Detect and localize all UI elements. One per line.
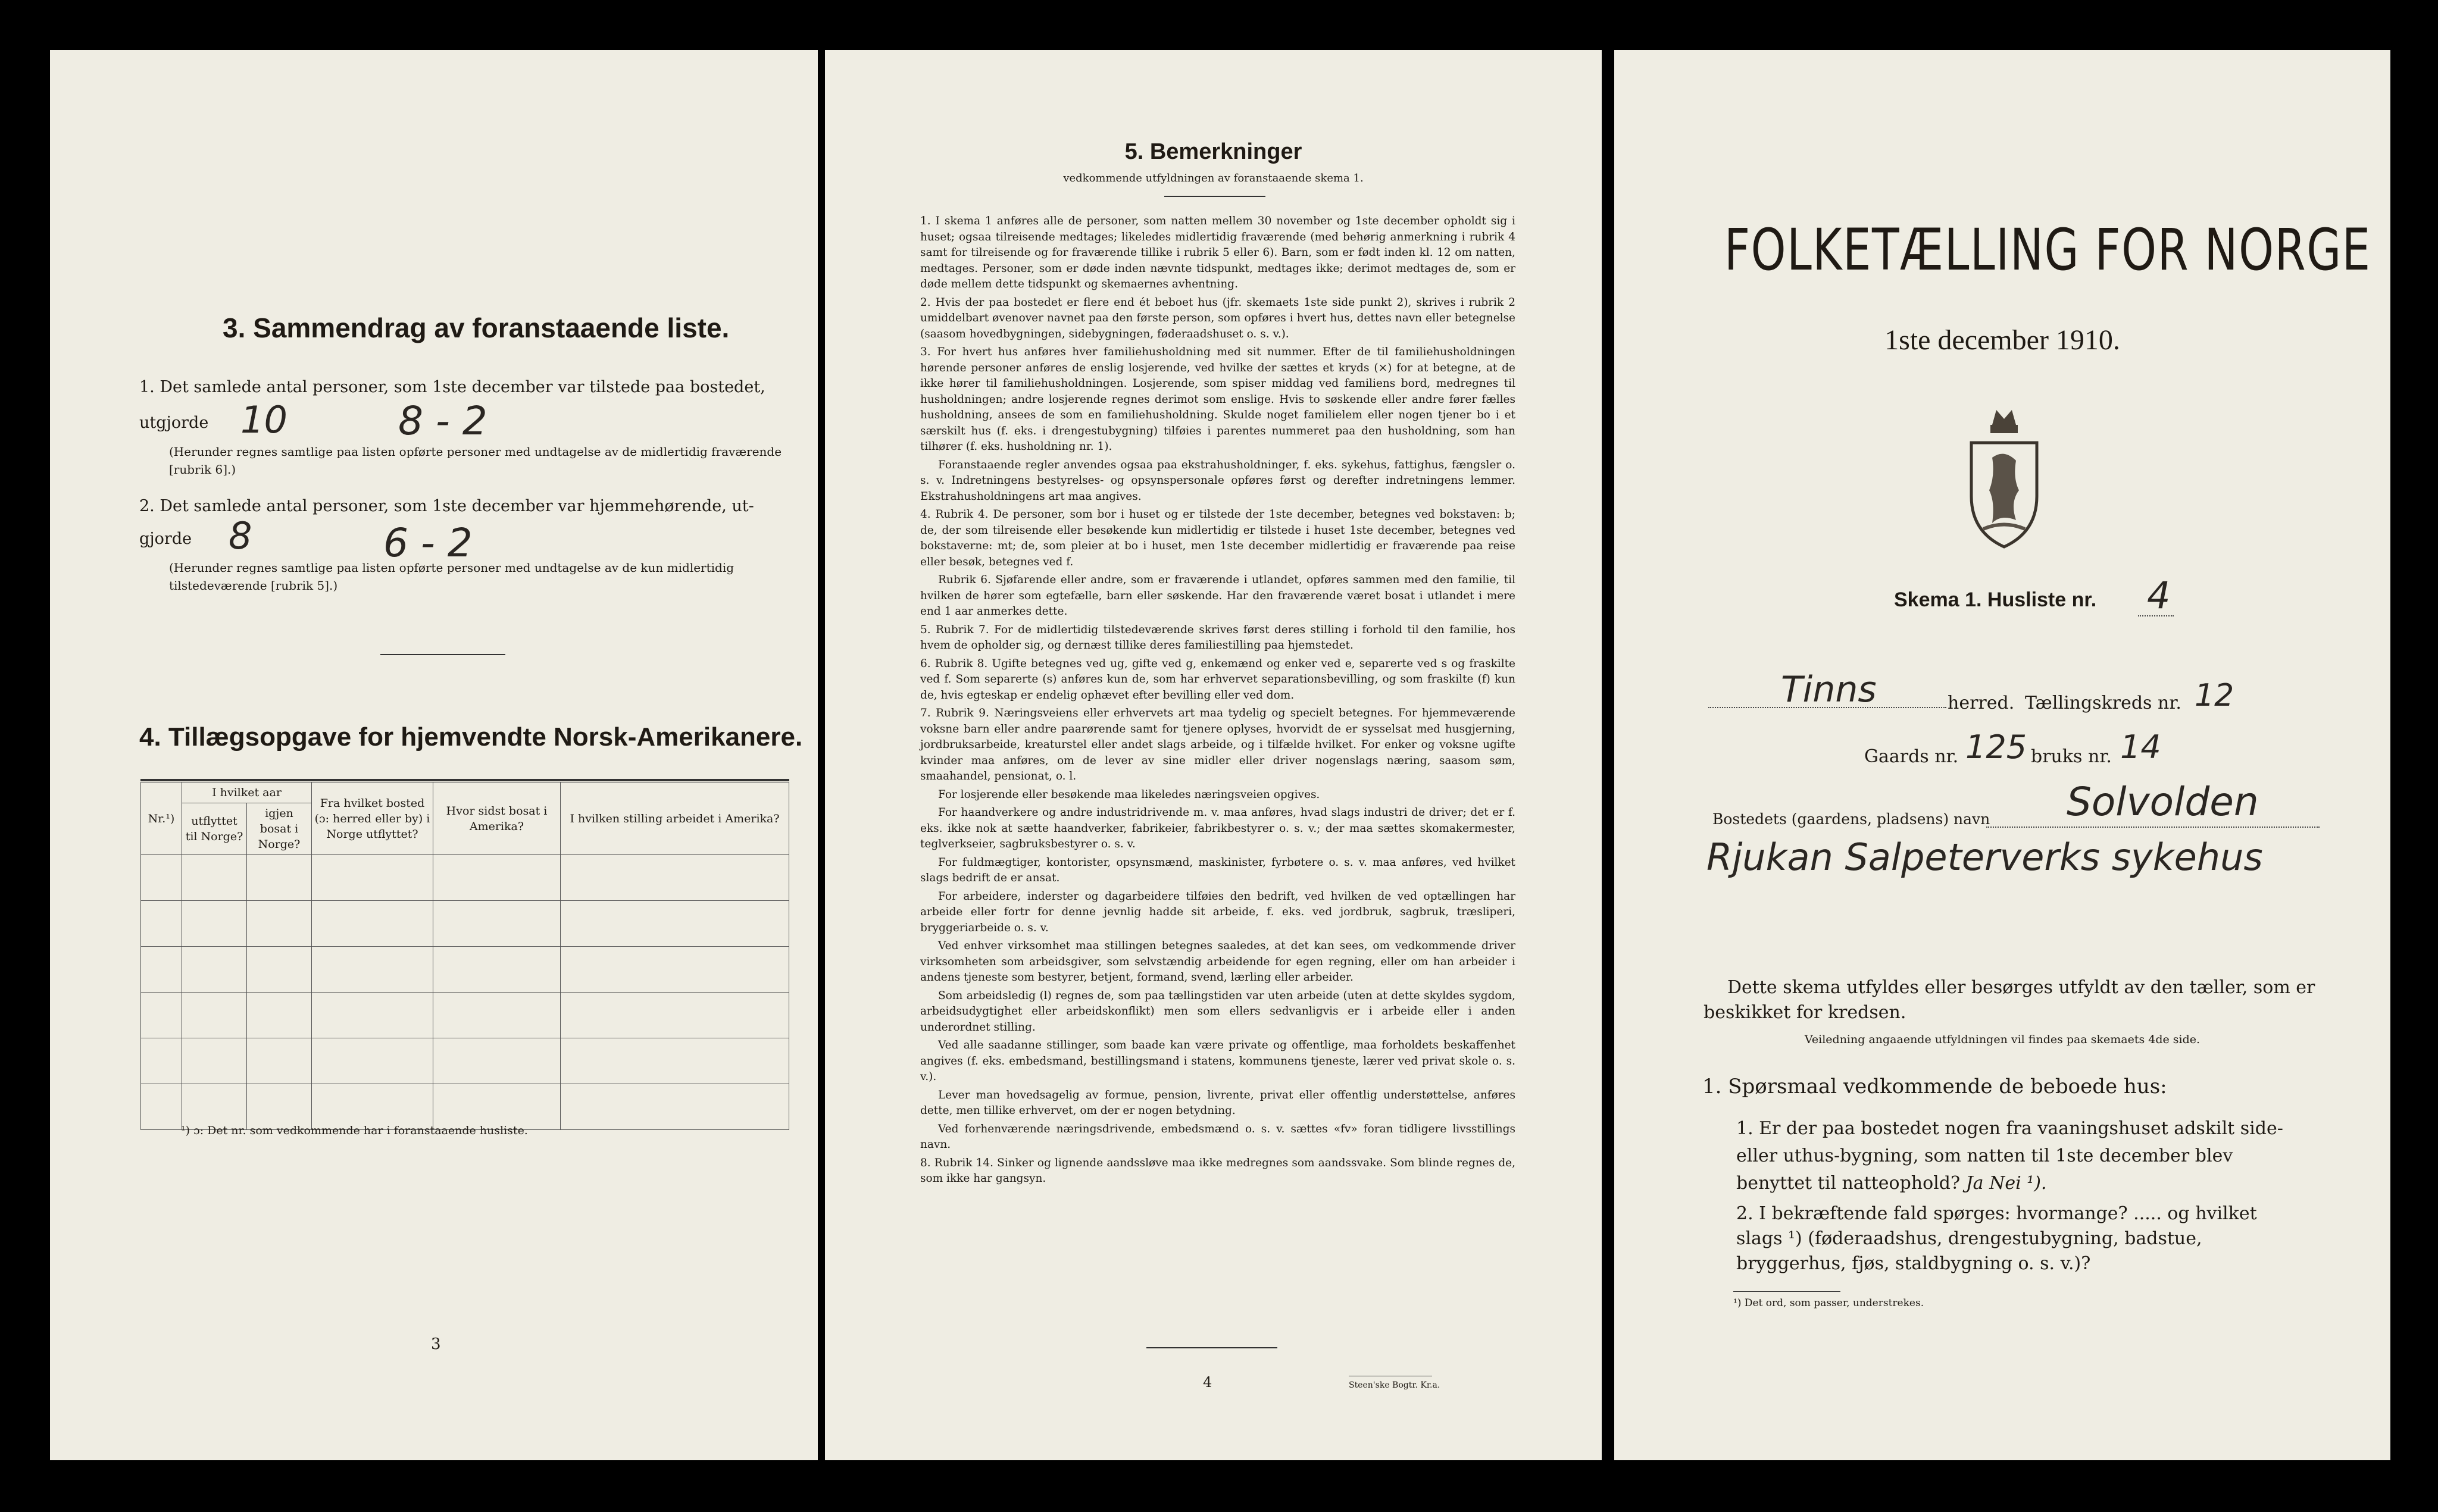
dotted-line xyxy=(1986,827,2320,828)
page-number: 4 xyxy=(1203,1374,1212,1391)
question-1-answer: Ja Nei ¹). xyxy=(1965,1173,2047,1194)
remarks-subtitle: vedkommende utfyldningen av foranstaaende skema 1. xyxy=(1063,172,1364,184)
col-igjen: igjen bosat i Norge? xyxy=(247,803,312,855)
table-row xyxy=(141,1084,789,1130)
census-date: 1ste december 1910. xyxy=(1884,324,2120,356)
page-1 xyxy=(1614,50,2390,1460)
col-utflyttet: utflyttet til Norge? xyxy=(182,803,247,855)
question-1 xyxy=(1736,1115,2308,1197)
table-row xyxy=(141,947,789,993)
handwritten-taellingskreds: 12 xyxy=(2195,678,2234,713)
bosted-label: Bostedets (gaardens, pladsens) navn xyxy=(1712,810,1990,828)
page-number: 3 xyxy=(431,1335,441,1353)
remark: 5. Rubrik 7. For de midlertidig tilstedeværende skrives først deres stilling i forhold til den familie, hos hvem de opholder sig, og dernæst tillike deres familiestilling paa hjemstedet. xyxy=(920,623,1515,652)
remark: 4. Rubrik 4. De personer, som bor i huset og er tilstede der 1ste december, betegnes ved bokstaven: b; de, der som tilreisende eller besøkende kun midlertidig er tilstede i huset 1ste december, betegnes ved bokstaverne: mt; de, som pleier at bo i huset, men 1ste december midlertidig er fraværende paa reise eller besøk, betegnes ved f. xyxy=(920,508,1515,568)
table-row xyxy=(141,855,789,901)
returned-americans-table xyxy=(140,782,789,1130)
page-4 xyxy=(825,50,1602,1460)
handwritten-total-present: 10 xyxy=(240,398,287,442)
summary-item-1-note: (Herunder regnes samtlige paa listen opførte personer med undtagelse av de midlertidig fraværende [rubrik 6].) xyxy=(169,444,782,477)
remark: Ved forhenværende næringsdrivende, embedsmænd o. s. v. sættes «fv» foran tidligere livsstillings navn. xyxy=(920,1122,1515,1151)
page1-footnote: ¹) Det ord, som passer, understrekes. xyxy=(1733,1297,1924,1309)
summary-item-1-utgjorde: utgjorde xyxy=(139,414,209,432)
summary-item-2-note: (Herunder regnes samtlige paa listen opførte personer med undtagelse av de kun midlertidig tilstedeværende [rubrik 5].) xyxy=(169,561,734,593)
divider xyxy=(1164,196,1265,197)
col-hvor: Hvor sidst bosat i Amerika? xyxy=(433,782,561,855)
table-row xyxy=(141,1038,789,1084)
remark: Lever man hovedsagelig av formue, pension, livrente, privat eller offentlig understøttelse, anføres dette, men tillike erhvervet, om der er nogen betydning. xyxy=(920,1088,1515,1117)
page-3 xyxy=(50,50,818,1460)
table-top-rule xyxy=(140,779,789,781)
remarks-list xyxy=(920,214,1515,1189)
summary-item-2: 2. Det samlede antal personer, som 1ste december var hjemmehørende, ut- xyxy=(139,497,754,515)
handwritten-bruks-nr: 14 xyxy=(2120,728,2161,766)
herred-label: herred. xyxy=(1948,693,2015,713)
handwritten-total-resident: 8 xyxy=(229,514,252,558)
question-1-text: 1. Er der paa bostedet nogen fra vaaningshuset adskilt side- eller uthus-bygning, som natten til 1ste december blev benyttet til natteophold? xyxy=(1736,1118,2283,1194)
skema-label: Skema 1. Husliste nr. xyxy=(1894,588,2097,611)
handwritten-husliste-nr: 4 xyxy=(2147,574,2171,617)
coat-of-arms-icon xyxy=(1959,401,2049,550)
table-row xyxy=(141,901,789,947)
remark: For arbeidere, inderster og dagarbeidere tilføies den bedrift, ved hvilken de ved optællingen har arbeide eller fortr for denne jevnlig hadde sit arbeide, f. eks. ved jordbruk, sagbruk, træsliperi, bryggeriarbeide o. s. v. xyxy=(920,890,1515,934)
section-4-title: 4. Tillægsopgave for hjemvendte Norsk-Amerikanere. xyxy=(139,722,803,752)
col-nr: Nr.¹) xyxy=(141,782,182,855)
census-title: FOLKETÆLLING FOR NORGE xyxy=(1724,217,2371,283)
remark: Som arbeidsledig (l) regnes de, som paa tællingstiden var uten arbeide (uten at dette skyldes sygdom, arbeidsudygtighet eller arbeidskonflikt) men som ellers sedvanligvis er i arbeide eller i anden underordnet stilling. xyxy=(920,989,1515,1034)
col-group-year: I hvilket aar xyxy=(182,782,312,803)
remark: For losjerende eller besøkende maa likeledes næringsveien opgives. xyxy=(938,788,1320,801)
remark: For fuldmægtiger, kontorister, opsynsmænd, maskinister, fyrbøtere o. s. v. maa anføres, ved hvilket slags bedrift de er ansat. xyxy=(920,856,1515,884)
handwritten-herred: Tinns xyxy=(1781,669,1877,710)
bruks-label: bruks nr. xyxy=(2031,746,2112,767)
remark: Rubrik 6. Sjøfarende eller andre, som er fraværende i utlandet, opføres sammen med den familie, til hvilken de hører som egtefælle, barn eller søskende. Har den fraværende været bosat i utlandet i mere end 1 aar anmerkes dette. xyxy=(920,574,1515,618)
remark: 7. Rubrik 9. Næringsveiens eller erhvervets art maa tydelig og specielt betegnes. For hjemmeværende voksne barn eller andre paarørende samt for tjenere oplyses, hvorvidt de er sysselsat med husgjerning, jordbruksarbeide, kreaturstel eller andet slags arbeide, og i tilfælde hvilket. For enker og voksne ugifte kvinder maa anføres, om de lever av sine midler eller driver nogenslags næring, saasom søm, smaahandel, pensionat, o. l. xyxy=(920,707,1515,782)
col-fra: Fra hvilket bosted (ɔ: herred eller by) i Norge utflyttet? xyxy=(312,782,433,855)
question-2: 2. I bekræftende fald spørges: hvormange? ..... og hvilket slags ¹) (føderaadshus, drengestubygning, badstue, bryggerhus, fjøs, staldbygning o. s. v.)? xyxy=(1736,1203,2257,1274)
remark: 6. Rubrik 8. Ugifte betegnes ved ug, gifte ved g, enkemænd og enker ved e, separerte ved s og fraskilte ved f. Som separerte (s) anføres kun de, som har erhvervet separationsbevilling, og som fraskilte (f) kun de, hvis egteskap er endelig ophævet efter bevilling eller ved dom. xyxy=(920,657,1515,702)
handwritten-split-resident: 6 - 2 xyxy=(383,520,473,566)
remark: Ved enhver virksomhet maa stillingen betegnes saaledes, at det kan sees, om vedkommende driver virksomheten som arbeidsgiver, som selvstændig arbeidende for egen regning, eller om han arbeider i andens tjeneste som bestyrer, betjent, formand, svend, lærling eller arbeider. xyxy=(920,940,1515,984)
remark: 8. Rubrik 14. Sinker og lignende aandssløve maa ikke medregnes som aandssvake. Som blinde regnes de, som ikke har gangsyn. xyxy=(920,1156,1515,1185)
remark: 1. I skema 1 anføres alle de personer, som natten mellem 30 november og 1ste december opholdt sig i huset; ogsaa tilreisende medtages; likeledes midlertidig fraværende (med behørig anmerkning i rubrik 4 samt for tilreisende og for fraværende tillike i rubrik 5 eller 6). Barn, som er født inden kl. 12 om natten, medtages. Personer, som er døde inden nævnte tidspunkt, medtages ikke; derimot medtages de, som er døde mellem dette tidspunkt og skemaernes avhentning. xyxy=(920,215,1515,290)
col-stilling: I hvilken stilling arbeidet i Amerika? xyxy=(561,782,789,855)
taellingskreds-label: Tællingskreds nr. xyxy=(2025,693,2181,713)
handwritten-bosted: Solvolden xyxy=(2067,779,2259,825)
footnote-rule xyxy=(1733,1291,1840,1292)
divider xyxy=(380,654,505,655)
remark: Ved alle saadanne stillinger, som baade kan være private og offentlige, maa forholdets beskaffenhet angives (f. eks. embedsmand, bestillingsmand i statens, kommunens tjeneste, lærer ved privat skole o. s. v.). xyxy=(920,1039,1515,1083)
dotted-line xyxy=(2138,615,2174,616)
remark: For haandverkere og andre industridrivende m. v. maa anføres, hvad slags industri de driver; det er f. eks. ikke nok at sætte haandverker, fabrikeier, fabrikbestyrer o. s. v.; der maa sættes skomakermester, teglverkseier, sagbruksbestyrer o. s. v. xyxy=(920,806,1515,850)
remark: 2. Hvis der paa bostedet er flere end ét beboet hus (jfr. skemaets 1ste side punkt 2), skrives i rubrik 2 umiddelbart øvenover navnet paa den første person, som opføres i hvert hus, dettes navn eller betegnelse (saasom hovedbygningen, sidebygningen, føderaadshuset o. s. v.). xyxy=(920,296,1515,340)
instruction-note: Veiledning angaaende utfyldningen vil findes paa skemaets 4de side. xyxy=(1804,1033,2201,1046)
remarks-title: 5. Bemerkninger xyxy=(1124,139,1302,164)
handwritten-split-present: 8 - 2 xyxy=(398,398,487,444)
handwritten-bosted-2: Rjukan Salpeterverks sykehus xyxy=(1706,835,2263,879)
section-3-title: 3. Sammendrag av foranstaaende liste. xyxy=(223,312,730,343)
handwritten-gaards-nr: 125 xyxy=(1965,728,2027,766)
remark: Foranstaaende regler anvendes ogsaa paa ekstrahusholdninger, f. eks. sykehus, fattighus, fængsler o. s. v. Indretningens bestyrelses- og opsynspersonale opføres først og derefter indretningens lemmer. Ekstrahusholdningens art maa angives. xyxy=(920,458,1515,503)
summary-item-1: 1. Det samlede antal personer, som 1ste december var tilstede paa bostedet, xyxy=(139,378,765,396)
summary-item-2-gjorde: gjorde xyxy=(139,530,192,548)
table-footnote: ¹) ɔ: Det nr. som vedkommende har i foranstaaende husliste. xyxy=(181,1124,528,1137)
instruction-text: Dette skema utfyldes eller besørges utfyldt av den tæller, som er beskikket for kredsen. xyxy=(1704,977,2315,1023)
gaards-label: Gaards nr. xyxy=(1864,746,1959,767)
divider xyxy=(1146,1347,1277,1348)
remark: 3. For hvert hus anføres hver familiehusholdning med sit nummer. Efter de til familiehusholdningen hørende personer anføres de enslig losjerende, ved hvilke der sættes et kryds (×) for at betegne, at de ikke hører til familiehusholdningen. Losjerende, som spiser middag ved familiens bord, medregnes til husholdningen; andre losjerende regnes derimot som enslige. Hvis to søskende eller andre fører fælles husholdning, ansees de som en familiehusholdning. Skulde noget familielem eller nogen tjener bo i et særskilt hus (f. eks. i drengestubygning) tilføies i parentes nummeret paa den husholdning, som han tilhører (f. eks. husholdning nr. 1). xyxy=(920,346,1515,453)
table-row xyxy=(141,993,789,1038)
printer-mark: Steen'ske Bogtr. Kr.a. xyxy=(1349,1380,1440,1390)
questions-title: 1. Spørsmaal vedkommende de beboede hus: xyxy=(1702,1075,2167,1098)
